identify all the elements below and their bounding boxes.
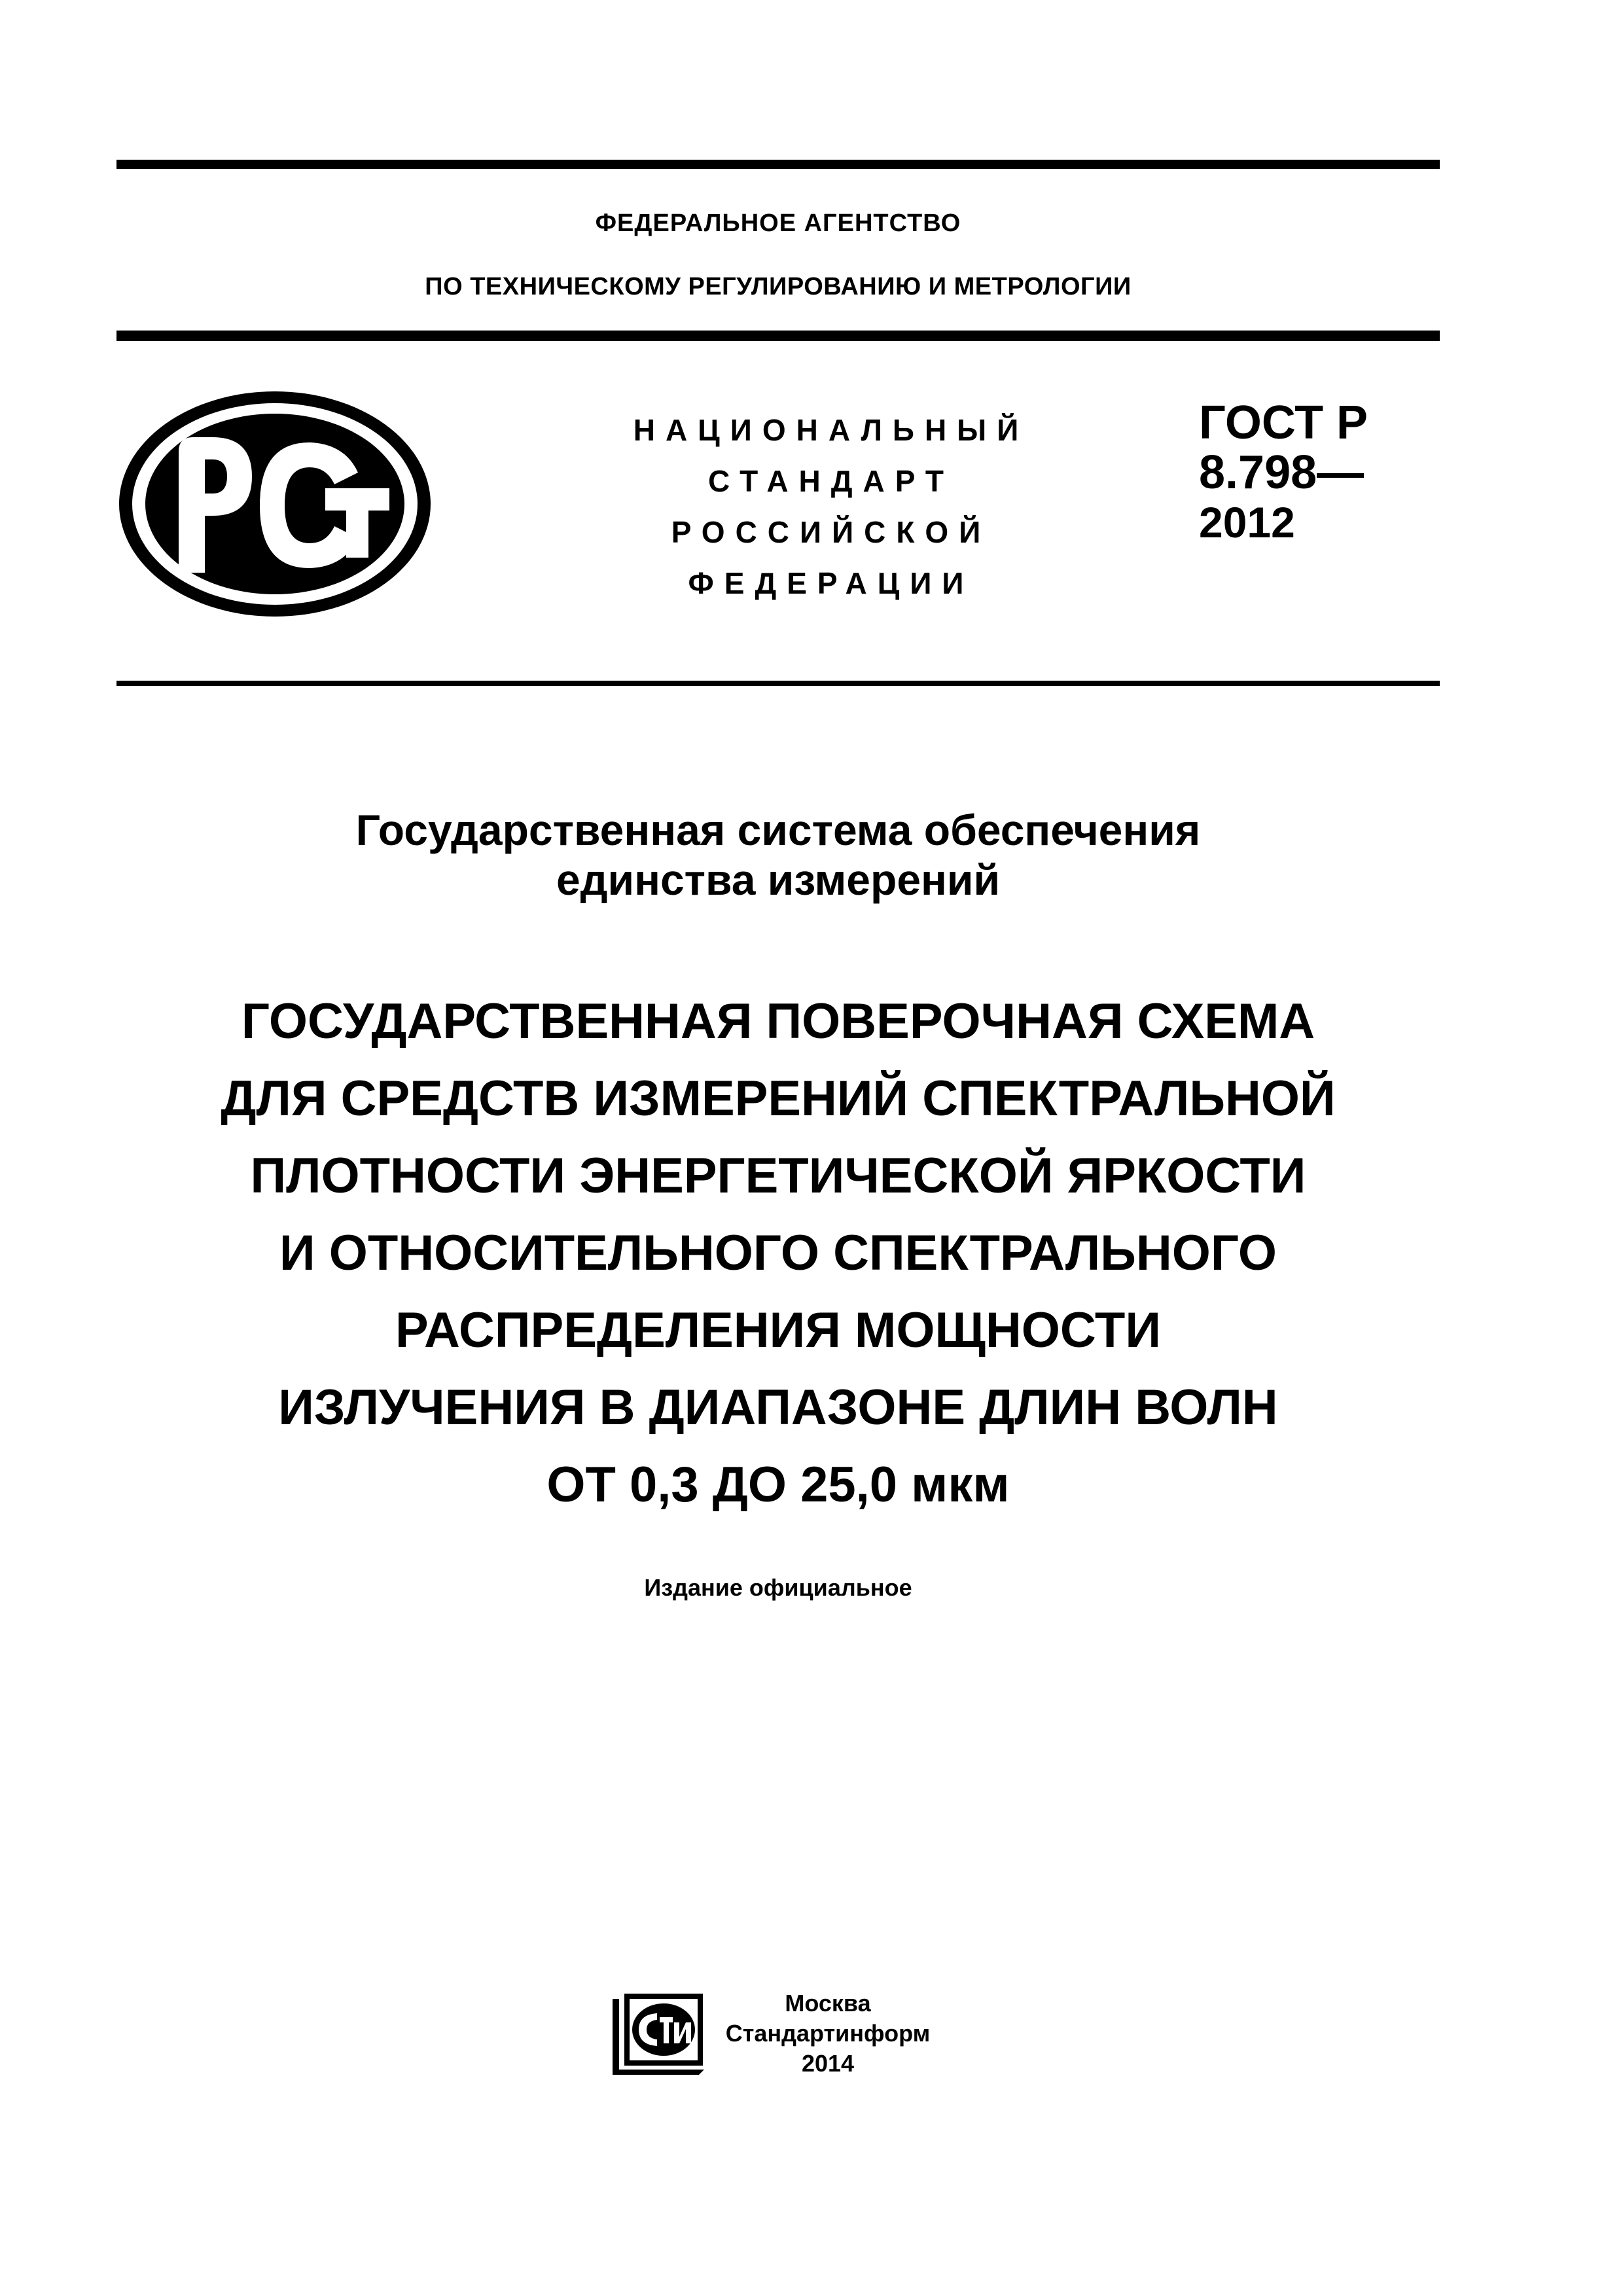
national-standard-label [576, 404, 1086, 609]
national-standard-line: СТАНДАРТ [708, 464, 954, 498]
subtitle-line: Государственная система обеспечения [355, 806, 1201, 854]
document-subtitle [116, 805, 1440, 905]
standard-prefix: ГОСТ Р [1199, 397, 1368, 449]
bottom-rule [116, 681, 1440, 686]
national-standard-line: ФЕДЕРАЦИИ [688, 566, 974, 600]
publisher-imprint [720, 1988, 936, 2079]
standartinform-logo-icon [610, 1991, 707, 2077]
standard-designation [1199, 398, 1435, 547]
edition-label: Издание официальное [644, 1574, 912, 1601]
national-standard-line: НАЦИОНАЛЬНЫЙ [633, 413, 1029, 447]
agency-name-line-1: ФЕДЕРАЛЬНОЕ АГЕНТСТВО [595, 209, 961, 237]
publisher-name: Стандартинформ [725, 2020, 931, 2047]
publisher-city: Москва [785, 1990, 871, 2017]
title-line: ОТ 0,3 ДО 25,0 мкм [546, 1457, 1010, 1513]
middle-rule [116, 331, 1440, 341]
title-line: ДЛЯ СРЕДСТВ ИЗМЕРЕНИЙ СПЕКТРАЛЬНОЙ [221, 1071, 1336, 1126]
subtitle-line: единства измерений [556, 855, 1001, 904]
title-line: ИЗЛУЧЕНИЯ В ДИАПАЗОНЕ ДЛИН ВОЛН [278, 1380, 1278, 1435]
document-title [116, 983, 1440, 1524]
title-line: И ОТНОСИТЕЛЬНОГО СПЕКТРАЛЬНОГО [279, 1225, 1277, 1281]
top-rule [116, 160, 1440, 169]
rst-emblem-icon [115, 386, 435, 622]
standard-number: 8.798— [1199, 446, 1364, 499]
title-line: РАСПРЕДЕЛЕНИЯ МОЩНОСТИ [395, 1302, 1161, 1358]
agency-name-line-2: ПО ТЕХНИЧЕСКОМУ РЕГУЛИРОВАНИЮ И МЕТРОЛОГИИ [425, 273, 1132, 300]
national-standard-line: РОССИЙСКОЙ [671, 515, 991, 549]
publisher-year: 2014 [801, 2050, 855, 2077]
standard-year: 2012 [1199, 498, 1295, 547]
title-line: ГОСУДАРСТВЕННАЯ ПОВЕРОЧНАЯ СХЕМА [241, 994, 1315, 1049]
title-line: ПЛОТНОСТИ ЭНЕРГЕТИЧЕСКОЙ ЯРКОСТИ [250, 1148, 1306, 1204]
